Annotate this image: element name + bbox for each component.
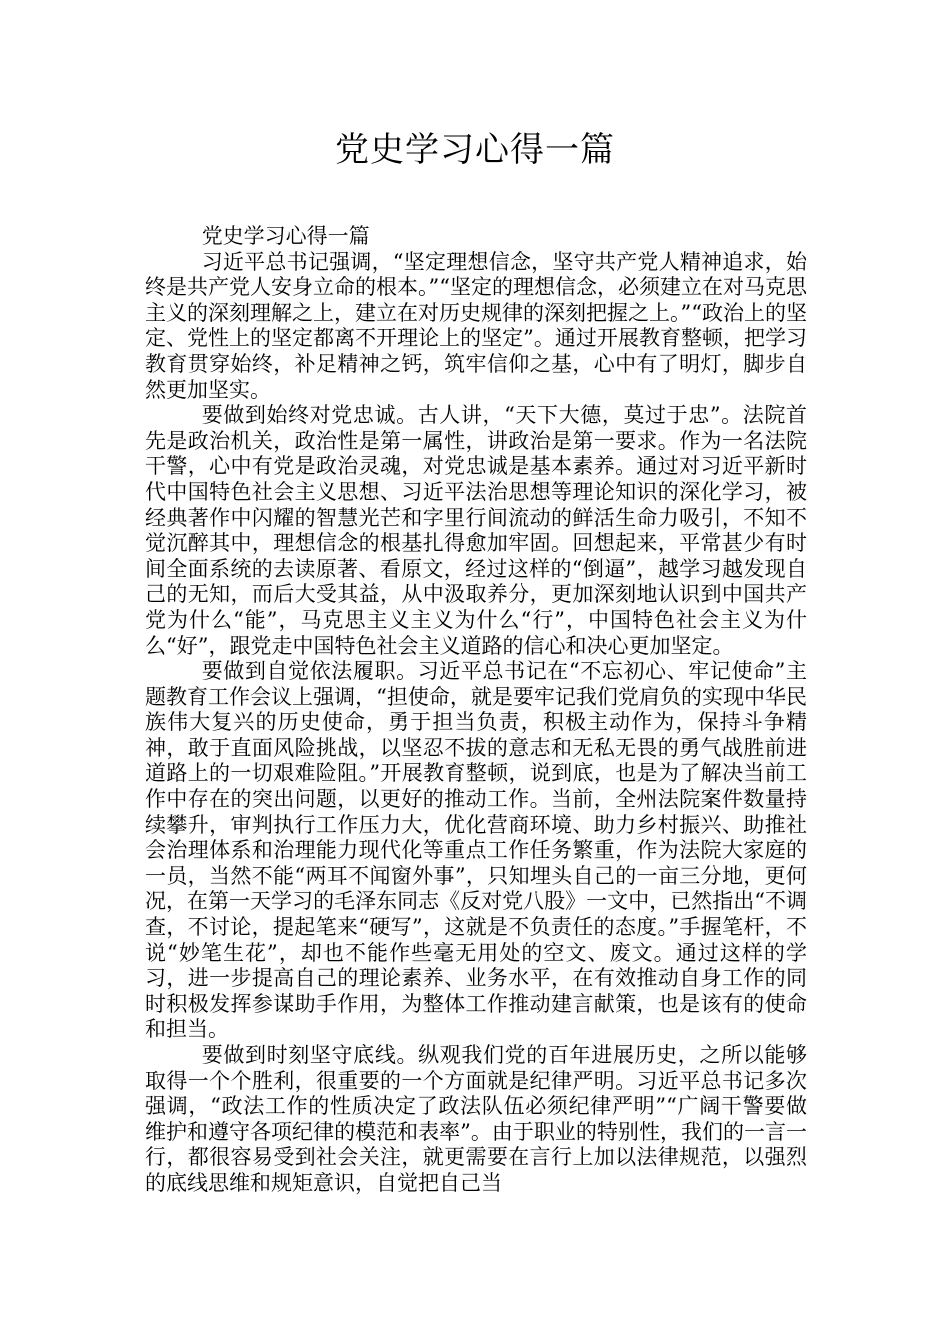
document-title: 党史学习心得一篇 <box>335 130 615 170</box>
document-subtitle: 党史学习心得一篇 <box>201 224 370 248</box>
document-body <box>145 224 807 1197</box>
paragraph: 要做到始终对党忠诚。古人讲，“天下大德，莫过于忠”。法院首先是政治机关，政治性是第一属性，讲政治是第一要求。作为一名法院干警，心中有党是政治灵魂，对党忠诚是基本素养。通过对习近平新时代中国特色社会主义思想、习近平法治思想等理论知识的深化学习，被经典著作中闪耀的智慧光芒和字里行间流动的鲜活生命力吸引，不知不觉沉醉其中，理想信念的根基扎得愈加牢固。回想起来，平常甚少有时间全面系统的去读原著、看原文，经过这样的“倒逼”，越学习越发现自己的无知，而后大受其益，从中汲取养分，更加深刻地认识到中国共产党为什么“能”，马克思主义主义为什么“行”，中国特色社会主义为什么“好”，跟党走中国特色社会主义道路的信心和决心更加坚定。 <box>145 403 807 658</box>
paragraph: 要做到时刻坚守底线。纵观我们党的百年进展历史，之所以能够取得一个个胜利，很重要的一个方面就是纪律严明。习近平总书记多次强调，“政法工作的性质决定了政法队伍必须纪律严明”“广阔干警要做维护和遵守各项纪律的模范和表率”。由于职业的特别性，我们的一言一行，都很容易受到社会关注，就更需要在言行上加以法律规范，以强烈的底线思维和规矩意识，自觉把自己当 <box>145 1043 807 1195</box>
paragraph: 要做到自觉依法履职。习近平总书记在“不忘初心、牢记使命”主题教育工作会议上强调，“担使命，就是要牢记我们党肩负的实现中华民族伟大复兴的历史使命，勇于担当负责，积极主动作为，保持斗争精神，敢于直面风险挑战，以坚忍不拔的意志和无私无畏的勇气战胜前进道路上的一切艰难险阻。”开展教育整顿，说到底，也是为了解决当前工作中存在的突出问题，以更好的推动工作。当前，全州法院案件数量持续攀升，审判执行工作压力大，优化营商环境、助力乡村振兴、助推社会治理体系和治理能力现代化等重点工作任务繁重，作为法院大家庭的一员，当然不能“两耳不闻窗外事”，只知埋头自己的一亩三分地，更何况，在第一天学习的毛泽东同志《反对党八股》一文中，已然指出“不调查，不讨论，提起笔来“硬写”，这就是不负责任的态度。”手握笔杆，不说“妙笔生花”，却也不能作些毫无用处的空文、废文。通过这样的学习，进一步提高自己的理论素养、业务水平，在有效推动自身工作的同时积极发挥参谋助手作用，为整体工作推动建言献策，也是该有的使命和担当。 <box>145 659 807 1042</box>
paragraph: 习近平总书记强调，“坚定理想信念，坚守共产党人精神追求，始终是共产党人安身立命的根本。”“坚定的理想信念，必须建立在对马克思主义的深刻理解之上，建立在对历史规律的深刻把握之上。”“政治上的坚定、党性上的坚定都离不开理论上的坚定”。通过开展教育整顿，把学习教育贯穿始终，补足精神之钙，筑牢信仰之基，心中有了明灯，脚步自然更加坚实。 <box>145 249 807 402</box>
